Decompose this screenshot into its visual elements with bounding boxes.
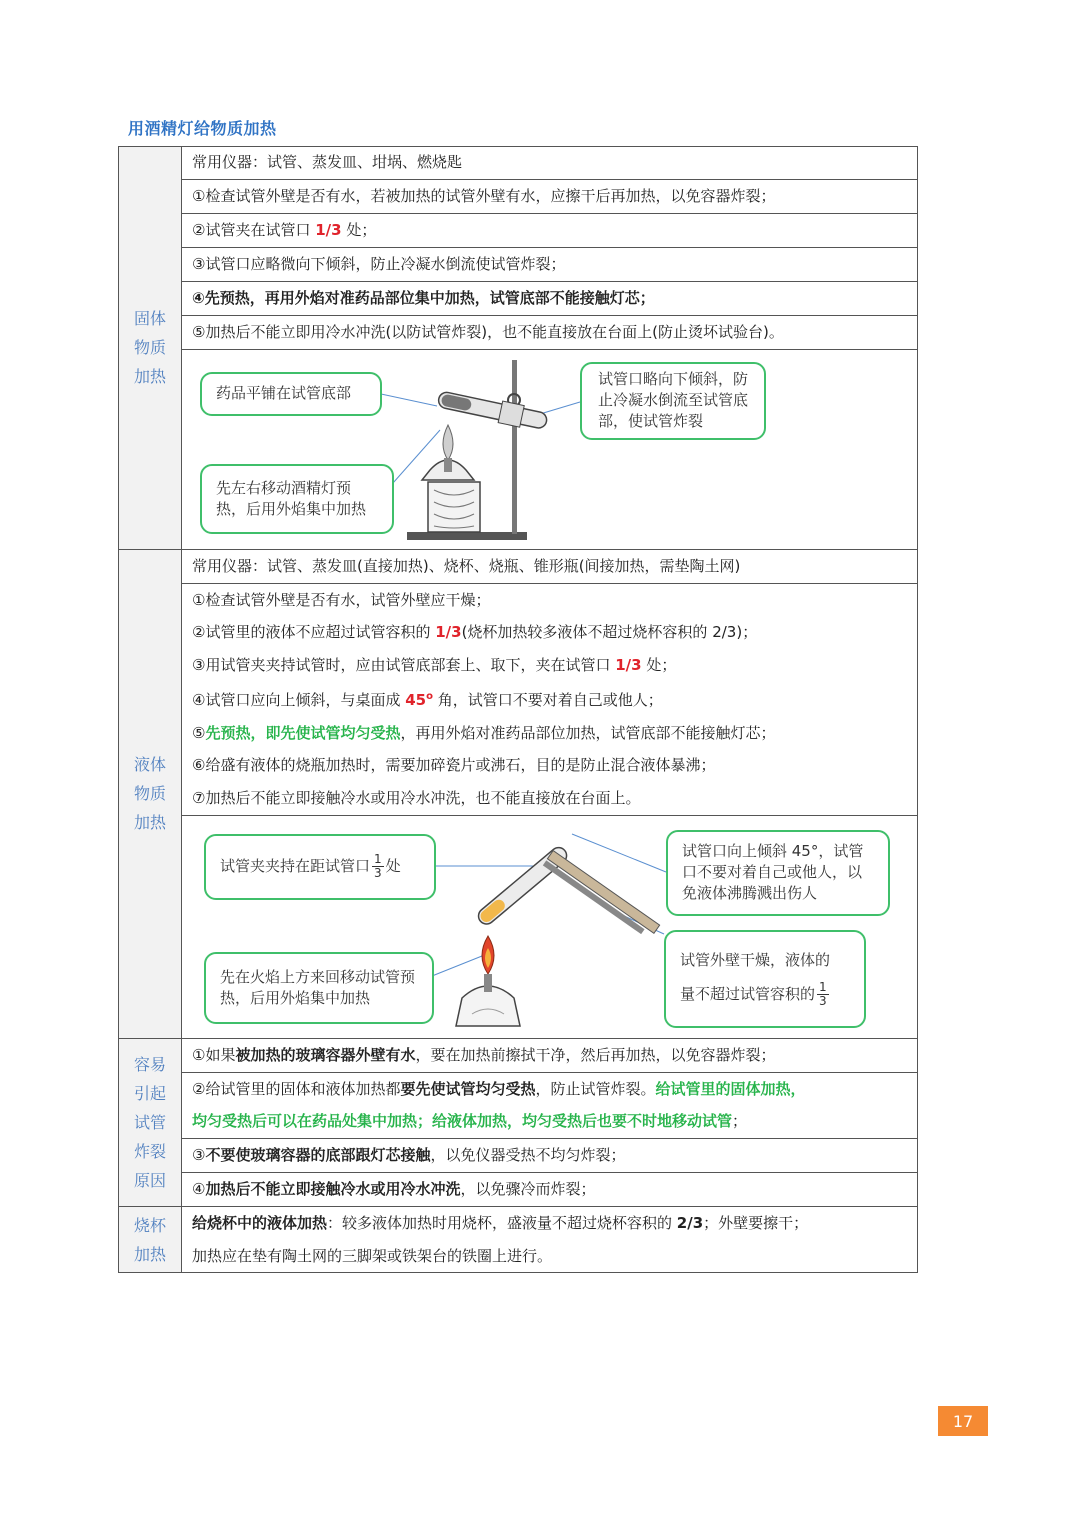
liquid-row: ①检查试管外壁是否有水，试管外壁应干燥； <box>192 590 491 609</box>
section-beaker <box>119 1207 917 1273</box>
crack-row: ①如果被加热的玻璃容器外壁有水，要在加热前擦拭干净，然后再加热，以免容器炸裂； <box>182 1039 917 1073</box>
solid-row: 常用仪器：试管、蒸发皿、坩埚、燃烧匙 <box>182 147 917 180</box>
fraction-one-third: $\frac{1}{3}$ <box>819 979 827 1008</box>
callout-dry-wall: 试管外壁干燥，液体的 量不超过试管容积的 $\frac{1}{3}$ <box>664 930 866 1028</box>
liquid-heating-figure <box>182 816 917 1038</box>
callout-holder-position: 试管夹夹持在距试管口 $\frac{1}{3}$ 处 <box>204 834 436 900</box>
heating-table <box>118 146 918 1273</box>
callout-tube-tilt-45: 试管口向上倾斜 45°，试管口不要对着自己或他人，以免液体沸腾溅出伤人 <box>666 830 890 916</box>
solid-heating-figure <box>182 350 917 549</box>
solid-row: ③试管口应略微向下倾斜，防止冷凝水倒流使试管炸裂； <box>182 248 917 282</box>
crack-row: ②给试管里的固体和液体加热都要先使试管均匀受热，防止试管炸裂。给试管里的固体加热， <box>192 1079 806 1098</box>
callout-tube-tilt-down: 试管口略向下倾斜，防止冷凝水倒流至试管底部，使试管炸裂 <box>580 362 766 440</box>
liquid-row: ⑥给盛有液体的烧瓶加热时，需要加碎瓷片或沸石，目的是防止混合液体暴沸； <box>192 756 716 774</box>
section-label-crack: 容易 引起 试管 炸裂 原因 <box>119 1039 182 1207</box>
section-label-liquid: 液体 物质 加热 <box>119 550 182 1038</box>
liquid-row: ③用试管夹夹持试管时，应由试管底部套上、取下，夹在试管口 1/3 处； <box>192 655 677 674</box>
callout-powder-flat: 药品平铺在试管底部 <box>200 372 382 416</box>
liquid-row: ⑤先预热，即先使试管均匀受热，再用外焰对准药品部位加热，试管底部不能接触灯芯； <box>192 723 776 742</box>
fraction-one-third: $\frac{1}{3}$ <box>374 852 382 880</box>
beaker-row: 给烧杯中的液体加热：较多液体加热时用烧杯，盛液量不超过烧杯容积的 2/3；外壁要擦干； <box>192 1214 809 1232</box>
solid-row: ⑤加热后不能立即用冷水冲洗(以防试管炸裂)，也不能直接放在台面上(防止烫坏试验台)。 <box>182 316 917 350</box>
section-label-solid: 固体 物质 加热 <box>119 147 182 549</box>
liquid-row: ④试管口应向上倾斜，与桌面成 45$^o$ 角，试管口不要对着自己或他人； <box>192 691 663 709</box>
beaker-row: 加热应在垫有陶土网的三脚架或铁架台的铁圈上进行。 <box>192 1246 553 1265</box>
section-crack-causes <box>119 1039 917 1208</box>
solid-row: ②试管夹在试管口 1/3 处； <box>182 214 917 248</box>
page-number: 17 <box>938 1406 988 1436</box>
section-liquid <box>119 550 917 1039</box>
callout-preheat-lamp: 先左右移动酒精灯预热，后用外焰集中加热 <box>200 464 394 534</box>
crack-row: 均匀受热后可以在药品处集中加热；给液体加热，均匀受热后也要不时地移动试管； <box>182 1105 917 1139</box>
liquid-row: 常用仪器：试管、蒸发皿(直接加热)、烧杯、烧瓶、锥形瓶(间接加热，需垫陶土网) <box>182 550 917 584</box>
solid-row: ①检查试管外壁是否有水，若被加热的试管外壁有水，应擦干后再加热，以免容器炸裂； <box>182 180 917 214</box>
liquid-row: ②试管里的液体不应超过试管容积的 1/3(烧杯加热较多液体不超过烧杯容积的 2/3)； <box>192 623 758 641</box>
section-label-beaker: 烧杯 加热 <box>119 1207 182 1272</box>
callout-preheat-move-tube: 先在火焰上方来回移动试管预热，后用外焰集中加热 <box>204 952 434 1024</box>
crack-row: ③不要使玻璃容器的底部跟灯芯接触，以免仪器受热不均匀炸裂； <box>182 1139 917 1173</box>
liquid-row: ⑦加热后不能立即接触冷水或用冷水冲洗，也不能直接放在台面上。 <box>182 782 917 816</box>
crack-row: ④加热后不能立即接触冷水或用冷水冲洗，以免骤冷而炸裂； <box>192 1180 596 1198</box>
section-solid <box>119 147 917 550</box>
page-title: 用酒精灯给物质加热 <box>128 119 277 138</box>
solid-row: ④先预热，再用外焰对准药品部位集中加热，试管底部不能接触灯芯； <box>182 282 917 316</box>
